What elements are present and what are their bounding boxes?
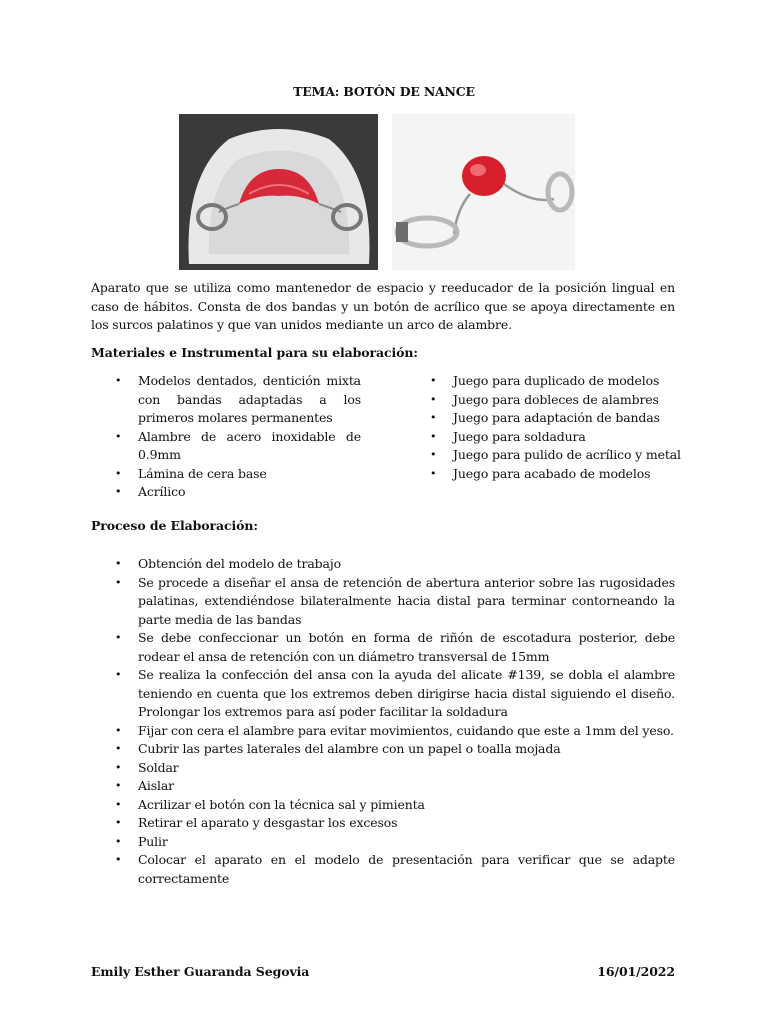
list-item: • Juego para duplicado de modelos	[406, 372, 696, 391]
materials-heading: Materiales e Instrumental para su elaboración:	[91, 345, 418, 360]
process-heading: Proceso de Elaboración:	[91, 518, 258, 533]
description-paragraph: Aparato que se utiliza como mantenedor de espacio y reeducador de la posición lingual en caso de hábitos. Consta de dos bandas y un botón de acrílico que se apoya directamente en los surcos palatinos y que van unidos mediante un arco de alambre.	[91, 280, 675, 332]
list-item: • Alambre de acero inoxidable de 0.9mm	[91, 428, 361, 465]
photo-appliance-on-model	[179, 114, 378, 270]
list-item: • Modelos dentados, dentición mixta con bandas adaptadas a los primeros molares permanentes	[91, 372, 361, 428]
materials-list-right	[406, 372, 696, 483]
list-item: • Retirar el aparato y desgastar los excesos	[91, 814, 675, 833]
list-item: • Juego para acabado de modelos	[406, 465, 696, 484]
list-item: • Lámina de cera base	[91, 465, 361, 484]
photo-appliance-side-view	[392, 114, 575, 270]
list-item: • Aislar	[91, 777, 675, 796]
list-item: • Acrilizar el botón con la técnica sal y pimienta	[91, 796, 675, 815]
list-item: • Soldar	[91, 759, 675, 778]
footer-author: Emily Esther Guaranda Segovia	[91, 964, 310, 979]
list-item: • Fijar con cera el alambre para evitar movimientos, cuidando que este a 1mm del yeso.	[91, 722, 675, 741]
list-item: • Cubrir las partes laterales del alambre con un papel o toalla mojada	[91, 740, 675, 759]
list-item: • Pulir	[91, 833, 675, 852]
list-item: • Juego para dobleces de alambres	[406, 391, 696, 410]
page-title: TEMA: BOTÓN DE NANCE	[293, 84, 475, 99]
footer-date: 16/01/2022	[597, 964, 675, 979]
list-item: • Se realiza la confección del ansa con la ayuda del alicate #139, se dobla el alambre teniendo en cuenta que los extremos deben dirigirse hacia distal siguiendo el diseño. Prolongar los extremos para así poder facilitar la soldadura	[91, 666, 675, 722]
list-item: • Obtención del modelo de trabajo	[91, 555, 675, 574]
materials-list-left	[91, 372, 361, 502]
list-item: • Se debe confeccionar un botón en forma de riñón de escotadura posterior, debe rodear el ansa de retención con un diámetro transversal de 15mm	[91, 629, 675, 666]
list-item: • Colocar el aparato en el modelo de presentación para verificar que se adapte correctamente	[91, 851, 675, 888]
list-item: • Juego para soldadura	[406, 428, 696, 447]
process-steps-list	[91, 555, 675, 888]
list-item: • Juego para pulido de acrílico y metal	[406, 446, 696, 465]
list-item: • Se procede a diseñar el ansa de retención de abertura anterior sobre las rugosidades palatinas, extendiéndose bilateralmente hacia distal para terminar contorneando la parte media de las bandas	[91, 574, 675, 630]
list-item: • Acrílico	[91, 483, 361, 502]
list-item: • Juego para adaptación de bandas	[406, 409, 696, 428]
